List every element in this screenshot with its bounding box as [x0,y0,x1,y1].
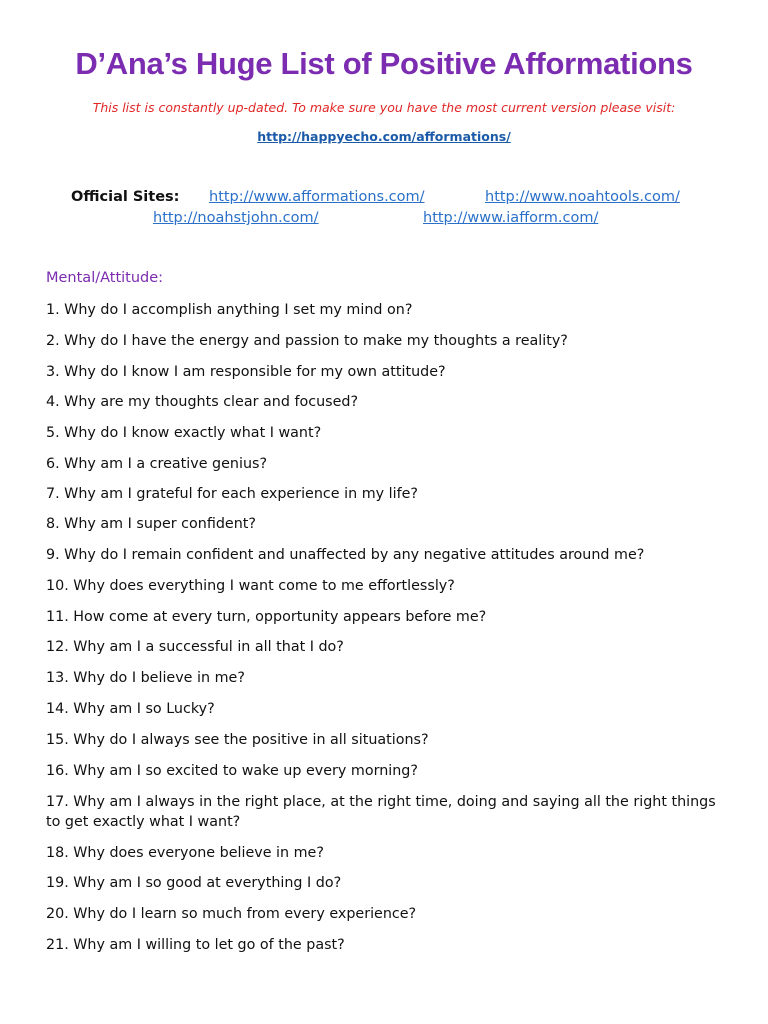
list-item: 7. Why am I grateful for each experience in my life? [46,486,418,502]
list-item: 9. Why do I remain confident and unaffected by any negative attitudes around me? [46,547,645,563]
noahstjohn-site-link[interactable]: http://noahstjohn.com/ [153,210,319,226]
list-item: 11. How come at every turn, opportunity appears before me? [46,609,487,625]
afformations-site-link[interactable]: http://www.afformations.com/ [209,189,425,205]
list-item: 15. Why do I always see the positive in all situations? [46,732,429,748]
list-item: 3. Why do I know I am responsible for my own attitude? [46,364,446,380]
list-item: 6. Why am I a creative genius? [46,456,268,472]
list-item: 4. Why are my thoughts clear and focused? [46,394,359,410]
list-item: 14. Why am I so Lucky? [46,701,215,717]
list-item: 17. Why am I always in the right place, at the right time, doing and saying all the right things to get exactly what I want? [46,794,716,830]
list-item: 19. Why am I so good at everything I do? [46,875,342,891]
page-title: D’Ana’s Huge List of Positive Afformations [75,46,693,81]
list-item: 12. Why am I a successful in all that I do? [46,639,344,655]
section-heading: Mental/Attitude: [46,270,164,286]
list-item: 20. Why do I learn so much from every experience? [46,906,417,922]
list-item: 16. Why am I so excited to wake up every morning? [46,763,418,779]
list-item: 2. Why do I have the energy and passion to make my thoughts a reality? [46,333,568,349]
list-item: 10. Why does everything I want come to me effortlessly? [46,578,455,594]
update-notice: This list is constantly up-dated. To make sure you have the most current version please visit: [92,100,676,115]
noahtools-site-link[interactable]: http://www.noahtools.com/ [485,189,680,205]
list-item: 13. Why do I believe in me? [46,670,245,686]
list-item: 18. Why does everyone believe in me? [46,845,324,861]
current-version-link[interactable]: http://happyecho.com/afformations/ [257,129,511,144]
list-item: 1. Why do I accomplish anything I set my mind on? [46,302,413,318]
iafform-site-link[interactable]: http://www.iafform.com/ [423,210,599,226]
list-item: 5. Why do I know exactly what I want? [46,425,322,441]
list-item: 8. Why am I super confident? [46,516,256,532]
official-sites-label: Official Sites: [71,189,180,205]
list-item: 21. Why am I willing to let go of the past? [46,937,345,953]
